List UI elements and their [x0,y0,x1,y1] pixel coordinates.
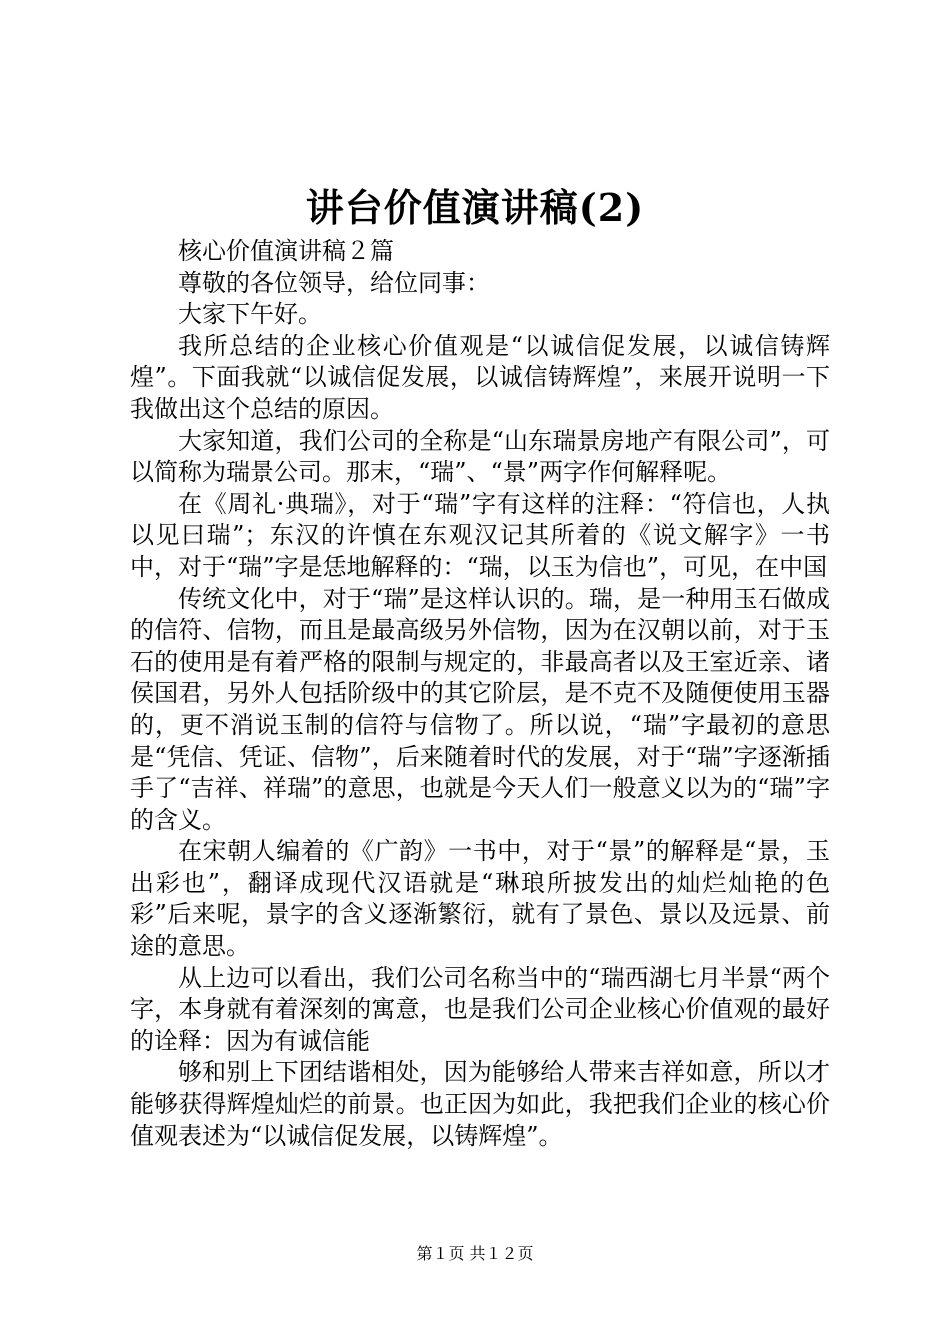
paragraph: 从上边可以看出，我们公司名称当中的“瑞西湖七月半景“两个字，本身就有着深刻的寓意，也是我们公司企业核心价值观的最好的诠释：因为有诚信能 [130,963,830,1055]
paragraph: 大家知道，我们公司的全称是“山东瑞景房地产有限公司”，可以简称为瑞景公司。那末，“瑞”、“景”两字作何解释呢。 [130,426,830,487]
paragraph: 传统文化中，对于“瑞”是这样认识的。瑞，是一种用玉石做成的信符、信物，而且是最高级另外信物，因为在汉朝以前，对于玉石的使用是有着严格的限制与规定的，非最高者以及王室近亲、诸侯国君，另外人包括阶级中的其它阶层，是不克不及随便使用玉器的，更不消说玉制的信符与信物了。所以说，“瑞”字最初的意思是“凭信、凭证、信物”，后来随着时代的发展，对于“瑞”字逐渐插手了“吉祥、祥瑞”的意思，也就是今天人们一般意义以为的“瑞”字的含义。 [130,584,830,834]
paragraph: 够和别上下团结谐相处，因为能够给人带来吉祥如意，所以才能够获得辉煌灿烂的前景。也正因为如此，我把我们企业的核心价值观表述为“以诚信促发展，以铸辉煌”。 [130,1058,830,1150]
paragraph: 我所总结的企业核心价值观是“以诚信促发展，以诚信铸辉煌”。下面我就“以诚信促发展，以诚信铸辉煌”，来展开说明一下我做出这个总结的原因。 [130,331,830,423]
paragraph: 在宋朝人编着的《广韵》一书中，对于“景”的解释是“景，玉出彩也”，翻译成现代汉语就是“琳琅所披发出的灿烂灿艳的色彩”后来呢，景字的含义逐渐繁衍，就有了景色、景以及远景、前途的意思。 [130,837,830,961]
paragraph: 核心价值演讲稿２篇 [178,237,394,265]
paragraph: 在《周礼·典瑞》，对于“瑞”字有这样的注释：“符信也，人执以见曰瑞”；东汉的许慎在东观汉记其所着的《说文解字》一书中，对于“瑞”字是恁地解释的：“瑞，以玉为信也”，可见，在中国 [130,489,830,581]
paragraph: 尊敬的各位领导，给位同事： [178,268,490,297]
document-body [130,236,830,1152]
paragraph: 大家下午好。 [178,300,322,329]
document-title: 讲台价值演讲稿(2) [305,185,645,230]
page-number-footer: 第１页 共１２页 [416,1244,534,1263]
